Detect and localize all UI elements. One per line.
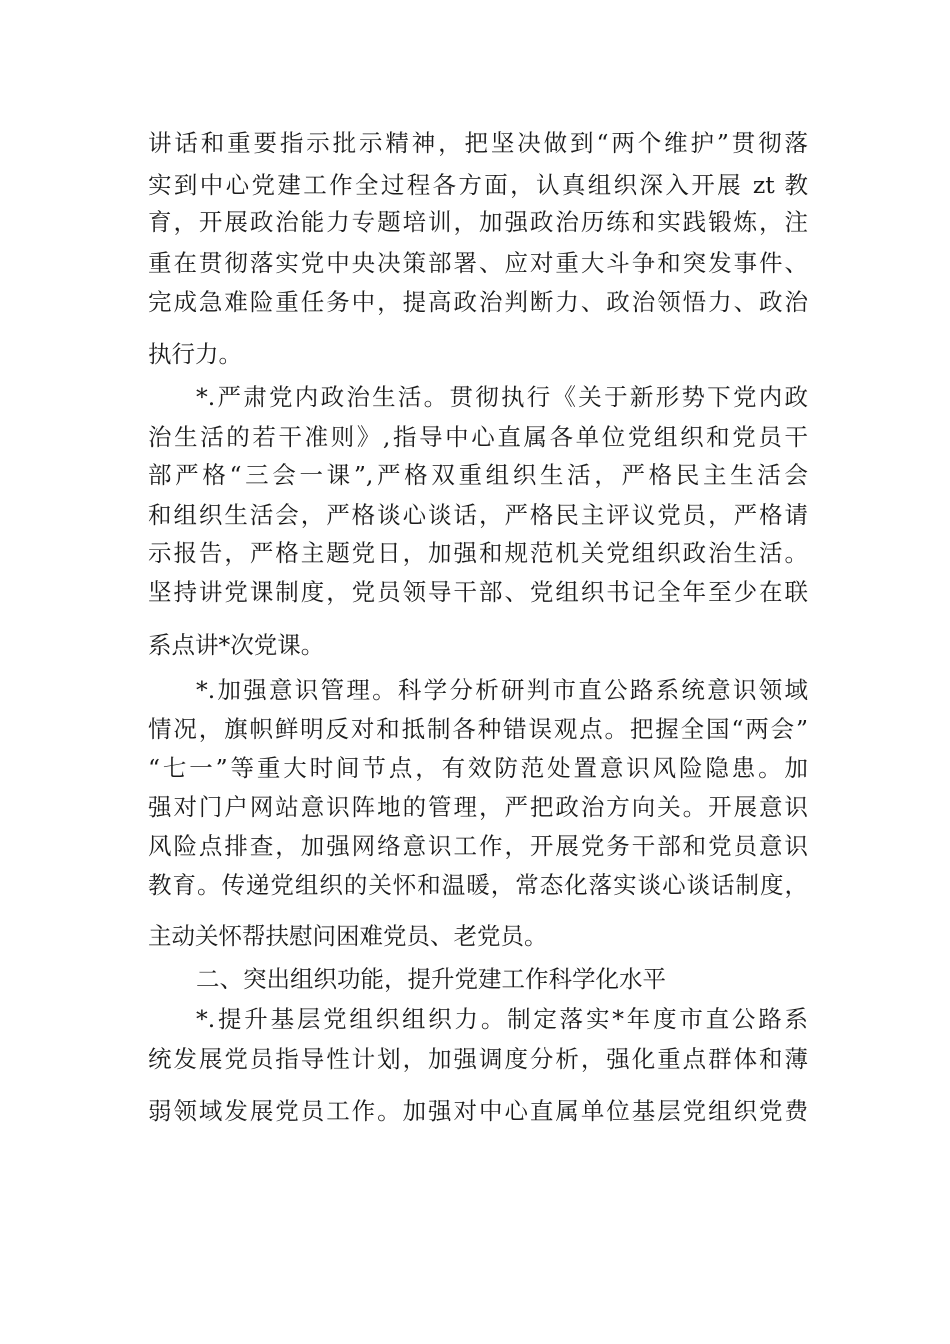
text-line: 主动关怀帮扶慰问困难党员、老党员。 <box>148 922 548 950</box>
text-line: 完成急难险重任务中，提高政治判断力、政治领悟力、政治 <box>148 288 808 316</box>
text-line: 执行力。 <box>148 340 242 368</box>
paragraph-first-line: *.加强意识管理。科学分析研判市直公路系统意识领域 <box>196 676 808 704</box>
paragraph-first-line: *.严肃党内政治生活。贯彻执行《关于新形势下党内政 <box>196 383 808 411</box>
text-line: 弱领域发展党员工作。加强对中心直属单位基层党组织党费 <box>148 1097 808 1125</box>
text-line: 讲话和重要指示批示精神，把坚决做到“两个维护”贯彻落 <box>148 129 808 157</box>
text-line: 实到中心党建工作全过程各方面，认真组织深入开展 zt 教 <box>148 171 808 199</box>
text-line: “七一”等重大时间节点，有效防范处置意识风险隐患。加 <box>148 754 808 782</box>
text-line: 重在贯彻落实党中央决策部署、应对重大斗争和突发事件、 <box>148 249 808 277</box>
paragraph-first-line: *.提升基层党组织组织力。制定落实*年度市直公路系 <box>196 1005 808 1033</box>
text-line: 坚持讲党课制度，党员领导干部、党组织书记全年至少在联 <box>148 578 808 606</box>
text-line: 强对门户网站意识阵地的管理，严把政治方向关。开展意识 <box>148 793 808 821</box>
text-line: 示报告，严格主题党日，加强和规范机关党组织政治生活。 <box>148 539 808 567</box>
text-line: 风险点排查，加强网络意识工作，开展党务干部和党员意识 <box>148 832 808 860</box>
text-line: 育，开展政治能力专题培训，加强政治历练和实践锻炼，注 <box>148 208 808 236</box>
text-line: 系点讲*次党课。 <box>148 631 325 659</box>
text-line: 和组织生活会，严格谈心谈话，严格民主评议党员，严格请 <box>148 501 808 529</box>
text-line: 部严格“三会一课”,严格双重组织生活，严格民主生活会 <box>148 461 808 489</box>
text-line: 统发展党员指导性计划，加强调度分析，强化重点群体和薄 <box>148 1045 808 1073</box>
text-line: 治生活的若干准则》,指导中心直属各单位党组织和党员干 <box>148 423 808 451</box>
text-line: 教育。传递党组织的关怀和温暖，常态化落实谈心谈话制度， <box>148 871 808 899</box>
section-heading: 二、突出组织功能，提升党建工作科学化水平 <box>196 965 666 993</box>
text-line: 情况，旗帜鲜明反对和抵制各种错误观点。把握全国“两会” <box>148 715 808 743</box>
